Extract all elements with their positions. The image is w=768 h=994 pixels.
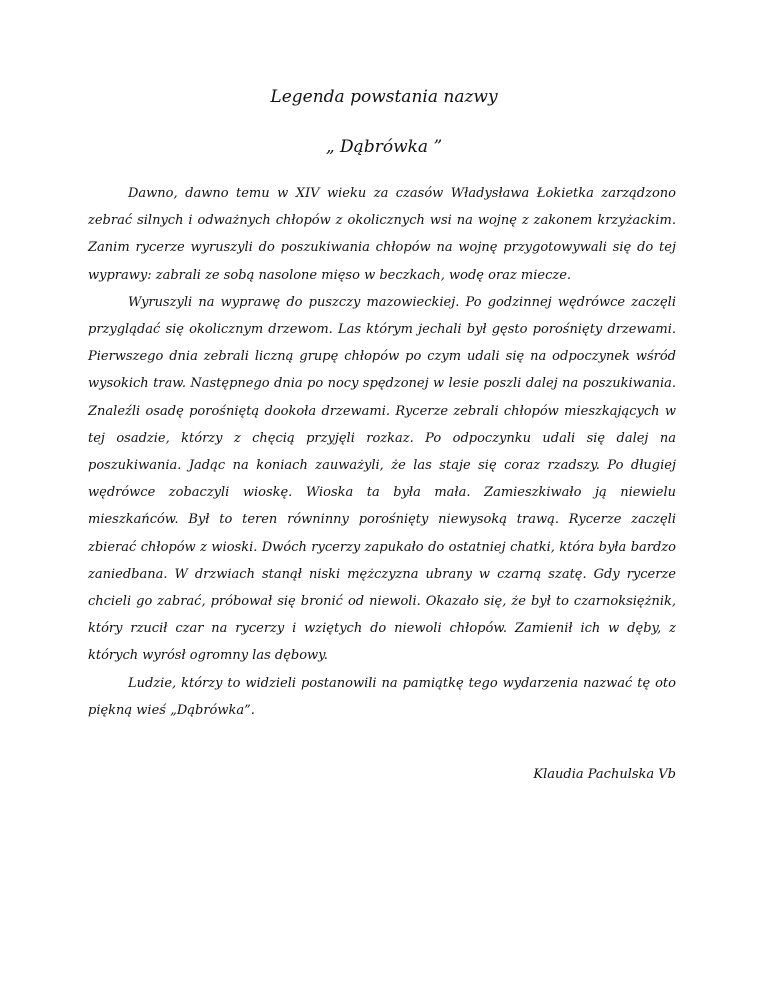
document-title: Legenda powstania nazwy (270, 87, 498, 107)
author-signature: Klaudia Pachulska Vb (533, 767, 676, 782)
document-body (88, 180, 676, 724)
paragraph-1: Dawno, dawno temu w XIV wieku za czasów Władysława Łokietka zarządzono zebrać silnych i odważnych chłopów z okolicznych wsi na wojnę z zakonem krzyżackim. Zanim rycerze wyruszyli do poszukiwania chłopów na wojnę przygotowywali się do tej wyprawy: zabrali ze sobą nasolone mięso w beczkach, wodę oraz miecze. (88, 186, 676, 283)
paragraph-2: Wyruszyli na wyprawę do puszczy mazowieckiej. Po godzinnej wędrówce zaczęli przyglądać się okolicznym drzewom. Las którym jechali był gęsto porośnięty drzewami. Pierwszego dnia zebrali liczną grupę chłopów po czym udali się na odpoczynek wśród wysokich traw. Następnego dnia po nocy spędzonej w lesie poszli dalej na poszukiwania. Znaleźli osadę porośniętą dookoła drzewami. Rycerze zebrali chłopów mieszkających w tej osadzie, którzy z chęcią przyjęli rozkaz. Po odpoczynku udali się dalej na poszukiwania. Jadąc na koniach zauważyli, że las staje się coraz rzadszy. Po długiej wędrówce zobaczyli wioskę. Wioska ta była mała. Zamieszkiwało ją niewielu mieszkańców. Był to teren równinny porośnięty niewysoką trawą. Rycerze zaczęli zbierać chłopów z wioski. Dwóch rycerzy zapukało do ostatniej chatki, która była bardzo zaniedbana. W drzwiach stanął niski mężczyzna ubrany w czarną szatę. Gdy rycerze chcieli go zabrać, próbował się bronić od niewoli. Okazało się, że był to czarnoksiężnik, który rzucił czar na rycerzy i wziętych do niewoli chłopów. Zamienił ich w dęby, z których wyrósł ogromny las dębowy. (88, 294, 676, 664)
paragraph-3: Ludzie, którzy to widzieli postanowili na pamiątkę tego wydarzenia nazwać tę oto piękną wieś „Dąbrówka”. (88, 675, 676, 718)
document-subtitle: „ Dąbrówka ” (325, 137, 443, 157)
